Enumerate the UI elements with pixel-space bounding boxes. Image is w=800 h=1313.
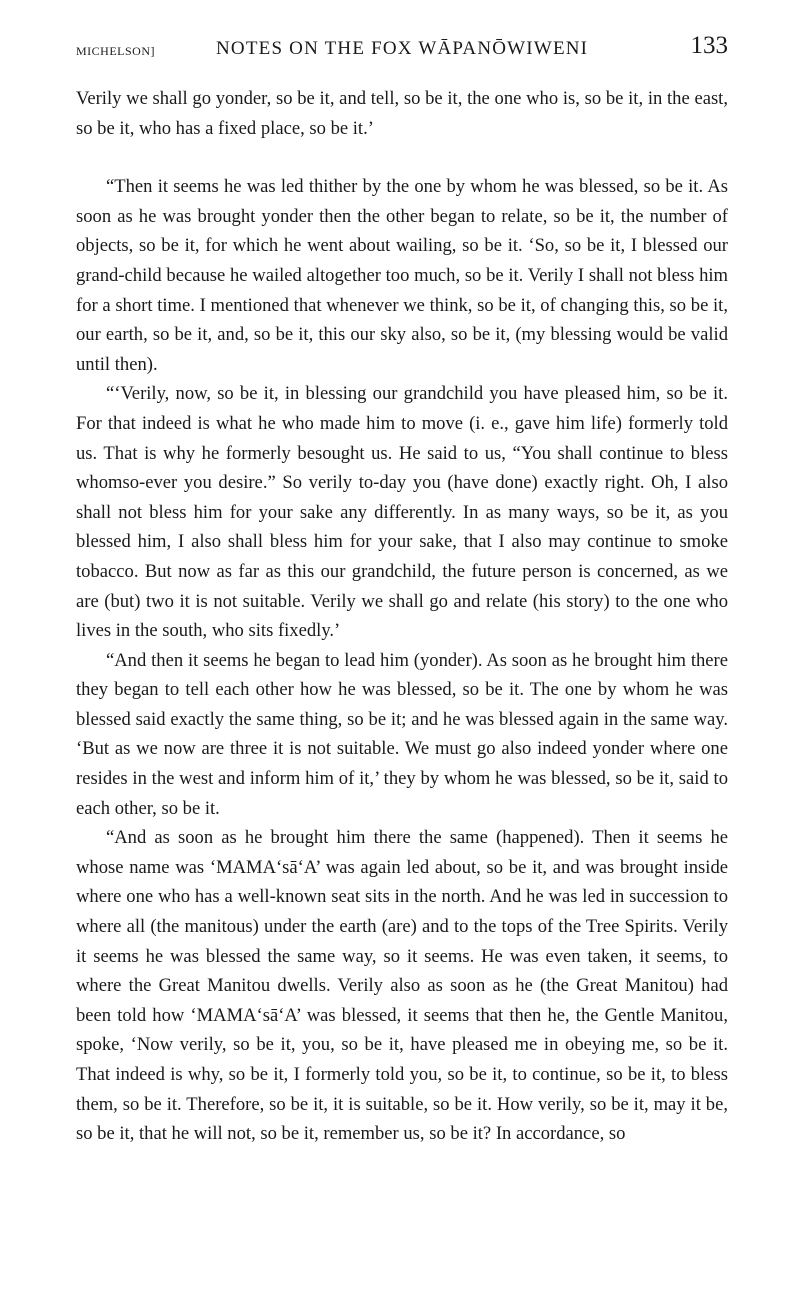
author-running-head: MICHELSON] xyxy=(76,44,155,58)
title-running-head: NOTES ON THE FOX WĀPANŌWIWENI xyxy=(216,38,589,59)
paragraph: “And then it seems he began to lead him (yonder). As soon as he brought him there they began to tell each other how he was blessed, so be it. The one by whom he was blessed said exactly the same thing, so be it; and he was blessed again in the same way. ‘But as we now are three it is not suitable. We must go also indeed yonder where one resides in the west and inform him of it,’ they by whom he was blessed, so be it, said to each other, so be it. xyxy=(76,649,728,819)
page xyxy=(76,30,728,1149)
paragraph-continuation: Verily we shall go yonder, so be it, and tell, so be it, the one who is, so be it, in the east, so be it, who has a fixed place, so be it.’ xyxy=(76,88,728,139)
running-head xyxy=(76,30,728,70)
paragraph: “Then it seems he was led thither by the one by whom he was blessed, so be it. As soon as he was brought yonder then the other began to relate, so be it, the number of objects, so be it, for which he went about wailing, so be it. ‘So, so be it, I blessed our grand-child because he wailed altogether too much, so be it. Verily I shall not bless him for a short time. I mentioned that whenever we think, so be it, of changing this, so be it, our earth, so be it, and, so be it, this our sky also, so be it, (my blessing would be valid until then). xyxy=(76,176,728,375)
paragraph: “‘Verily, now, so be it, in blessing our grandchild you have pleased him, so be it. For that indeed is what he who made him to move (i. e., gave him life) formerly told us. That is why he formerly besought us. He said to us, “You shall continue to bless whomso-ever you desire.” So verily to-day you (have done) exactly right. Oh, I also shall not bless him for your sake any differently. In as many ways, so be it, as you blessed him, I also shall bless him for your sake, that I also may continue to smoke tobacco. But now as far as this our grandchild, the future person is concerned, as we are (but) two it is not suitable. Verily we shall go and relate (his story) to the one who lives in the south, who sits fixedly.’ xyxy=(76,383,728,642)
body-text xyxy=(76,84,728,1149)
page-number: 133 xyxy=(690,32,728,59)
paragraph: “And as soon as he brought him there the same (happened). Then it seems he whose name was ‘MAMAʻsāʻA’ was again led about, so be it, and was brought inside where one who has a well-known seat sits in the north. And he was led in succession to where all (the manitous) under the earth (are) and to the tops of the Tree Spirits. Verily it seems he was blessed the same way, so it seems. He was even taken, it seems, to where the Great Manitou dwells. Verily also as soon as he (the Great Manitou) had been told how ‘MAMAʻsāʻA’ was blessed, it seems that then he, the Gentle Manitou, spoke, ‘Now verily, so be it, you, so be it, have pleased me in obeying me, so be it. That indeed is why, so be it, I formerly told you, so be it, to continue, so be it, to bless them, so be it. Therefore, so be it, it is suitable, so be it. How verily, so be it, may it be, so be it, that he will not, so be it, remember us, so be it? In accordance, so xyxy=(76,827,728,1145)
